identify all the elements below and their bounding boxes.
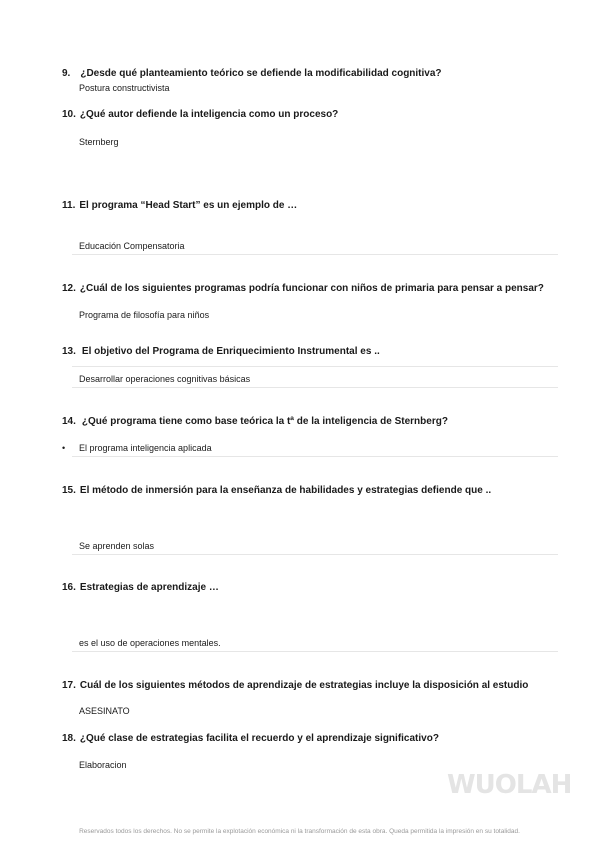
question-text: El programa “Head Start” es un ejemplo de … xyxy=(79,200,298,211)
question-14 xyxy=(62,416,448,427)
question-text: ¿Desde qué planteamiento teórico se defiende la modificabilidad cognitiva? xyxy=(80,68,442,79)
question-number: 14. xyxy=(62,416,76,427)
question-number: 17. xyxy=(62,680,76,691)
answer-11: Educación Compensatoria xyxy=(79,241,185,251)
answer-12: Programa de filosofía para niños xyxy=(79,310,210,320)
question-text: El método de inmersión para la enseñanza de habilidades y estrategias defiende que .. xyxy=(79,485,492,496)
answer-underline xyxy=(72,651,558,652)
answer-underline xyxy=(72,387,558,388)
question-16 xyxy=(62,582,219,593)
question-text: ¿Cuál de los siguientes programas podría funcionar con niños de primaria para pensar a pensar? xyxy=(79,283,544,294)
wuolah-logo: WUOLAH xyxy=(447,770,572,800)
footer-disclaimer: Reservados todos los derechos. No se permite la explotación económica ni la transformación de esta obra. Queda permitida la impresión en su totalidad. xyxy=(79,828,520,835)
question-number: 10. xyxy=(62,109,76,120)
question-number: 16. xyxy=(62,582,76,593)
question-text: Cuál de los siguientes métodos de aprendizaje de estrategias incluye la disposición al estudio xyxy=(79,680,529,691)
answer-14: El programa inteligencia aplicada xyxy=(79,443,212,453)
question-underline xyxy=(72,366,558,367)
question-number: 13. xyxy=(62,346,76,357)
question-text: Estrategias de aprendizaje … xyxy=(79,582,219,593)
answer-13: Desarrollar operaciones cognitivas básicas xyxy=(79,374,251,384)
question-number: 18. xyxy=(62,733,76,744)
question-10 xyxy=(62,109,338,120)
question-number: 11. xyxy=(62,200,76,211)
answer-16: es el uso de operaciones mentales. xyxy=(79,638,221,648)
question-text: El objetivo del Programa de Enriquecimiento Instrumental es .. xyxy=(81,346,380,357)
answer-underline xyxy=(72,254,558,255)
answer-18: Elaboracion xyxy=(79,760,127,770)
question-12 xyxy=(62,283,544,294)
question-18 xyxy=(62,733,439,744)
answer-9: Postura constructivista xyxy=(79,83,170,93)
question-number: 9. xyxy=(62,68,71,79)
question-number: 15. xyxy=(62,485,76,496)
answer-15: Se aprenden solas xyxy=(79,541,155,551)
question-number: 12. xyxy=(62,283,76,294)
question-text: ¿Qué autor defiende la inteligencia como un proceso? xyxy=(79,109,339,120)
question-text: ¿Qué programa tiene como base teórica la tª de la inteligencia de Sternberg? xyxy=(81,416,448,427)
answer-17: ASESINATO xyxy=(79,706,130,716)
answer-10: Sternberg xyxy=(79,137,119,147)
question-17 xyxy=(62,680,528,691)
question-13 xyxy=(62,346,380,357)
question-9 xyxy=(62,68,442,79)
question-text: ¿Qué clase de estrategias facilita el recuerdo y el aprendizaje significativo? xyxy=(79,733,439,744)
answer-underline xyxy=(72,456,558,457)
answer-underline xyxy=(72,554,558,555)
bullet-icon: • xyxy=(62,443,66,453)
question-15 xyxy=(62,485,491,496)
question-11 xyxy=(62,200,297,211)
